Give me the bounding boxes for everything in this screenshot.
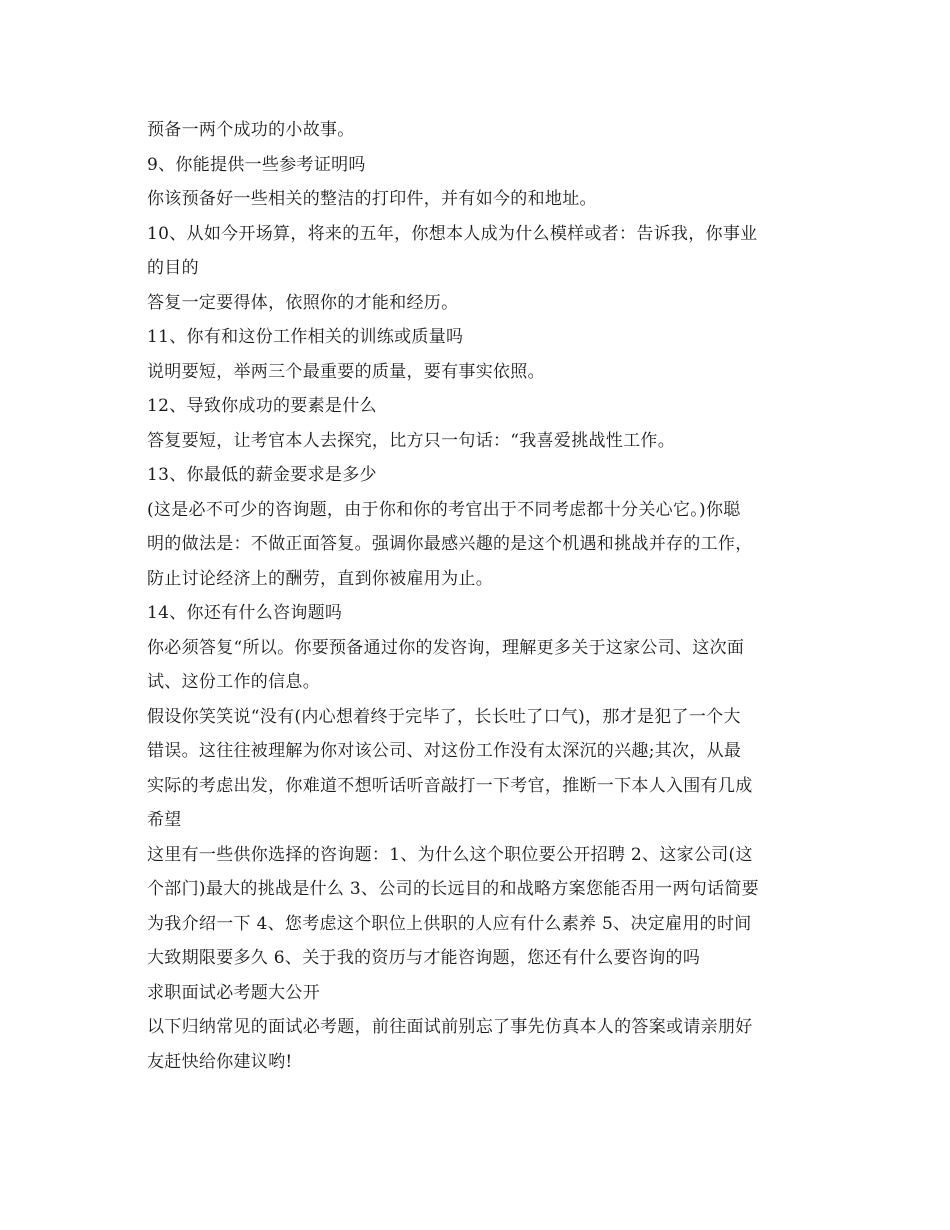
text-line: 这里有一些供你选择的咨询题：1、为什么这个职位要公开招聘 2、这家公司(这 [147,844,753,865]
text-line: 假设你笑笑说“没有(内心想着终于完毕了，长长吐了口气)，那才是犯了一个大 [147,706,741,727]
text-line: 错误。这往往被理解为你对该公司、对这份工作没有太深沉的兴趣;其次，从最 [147,741,742,761]
text-line: 实际的考虑出发，你难道不想听话听音敲打一下考官，推断一下本人入围有几成 [147,775,753,796]
section-title: 求职面试必考题大公开 [147,982,320,1003]
text-line: 个部门)最大的挑战是什么 3、公司的长远目的和战略方案您能否用一两句话简要 [147,879,759,899]
question-heading: 11、你有和这份工作相关的训练或质量吗 [147,327,464,347]
text-line: 为我介绍一下 4、您考虑这个职位上供职的人应有什么素养 5、决定雇用的时间 [147,913,752,934]
text-line: 大致期限要多久 6、关于我的资历与才能咨询题，您还有什么要咨询的吗 [147,948,701,968]
question-heading: 12、导致你成功的要素是什么 [147,396,377,416]
text-line: 试、这份工作的信息。 [147,672,320,692]
question-heading: 14、你还有什么咨询题吗 [147,603,343,623]
document-body [147,113,807,1079]
question-heading: 13、你最低的薪金要求是多少 [147,465,377,485]
text-line: 希望 [147,810,182,830]
text-line: 你该预备好一些相关的整洁的打印件，并有如今的和地址。 [147,189,597,209]
text-line: (这是必不可少的咨询题，由于你和你的考官出于不同考虑都十分关心它。)你聪 [147,499,741,520]
text-line: 预备一两个成功的小故事。 [147,120,355,140]
text-line: 答复一定要得体，依照你的才能和经历。 [147,292,459,313]
question-heading: 9、你能提供一些参考证明吗 [147,154,366,175]
text-line: 你必须答复“所以。你要预备通过你的发咨询，理解更多关于这家公司、这次面 [147,637,745,658]
text-line: 说明要短，举两三个最重要的质量，要有事实依照。 [147,361,545,382]
question-heading-continued: 的目的 [147,258,199,278]
text-line: 答复要短，让考官本人去探究，比方只一句话：“我喜爱挑战性工作。 [147,430,675,451]
text-line: 防止讨论经济上的酬劳，直到你被雇用为止。 [147,568,493,589]
text-line: 友赶快给你建议哟! [147,1051,293,1072]
text-line: 明的做法是：不做正面答复。强调你最感兴趣的是这个机遇和挑战并存的工作， [147,534,753,554]
question-heading: 10、从如今开场算，将来的五年，你想本人成为什么模样或者：告诉我，你事业 [147,223,758,244]
text-line: 以下归纳常见的面试必考题，前往面试前别忘了事先仿真本人的答案或请亲朋好 [147,1017,753,1037]
